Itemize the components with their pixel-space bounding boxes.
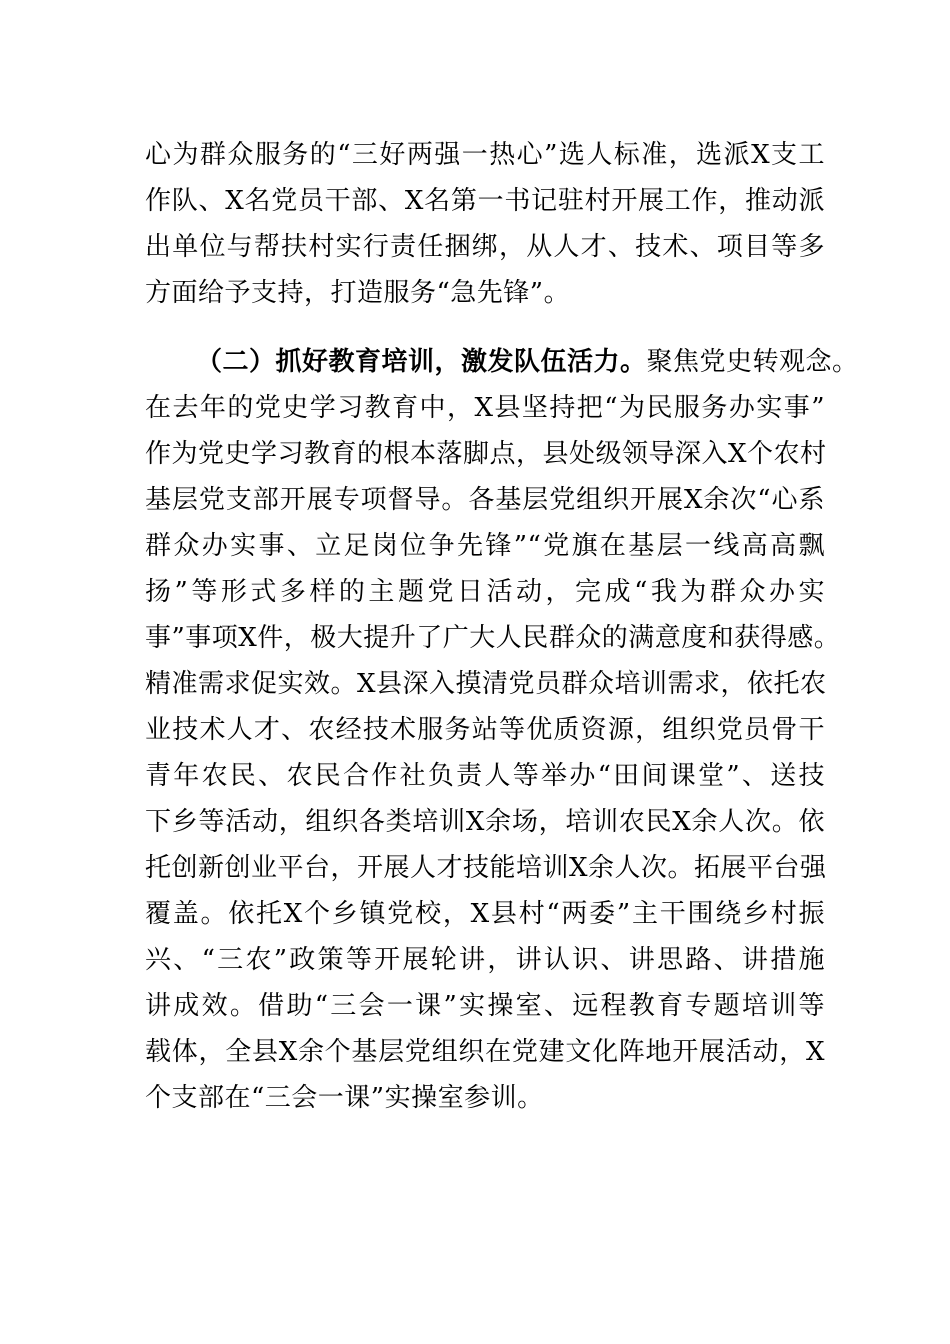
paragraph-2-line-16: 载体，全县X余个基层党组织在党建文化阵地开展活动，X <box>145 1037 825 1067</box>
paragraph-2-line-8: 精准需求促实效。X县深入摸清党员群众培训需求，依托农 <box>145 669 827 699</box>
paragraph-2-line-17: 个支部在“三会一课”实操室参训。 <box>145 1083 544 1113</box>
paragraph-2-line-2: 在去年的党史学习教育中，X县坚持把“为民服务办实事” <box>145 393 825 423</box>
paragraph-1-line-1: 心为群众服务的“三好两强一热心”选人标准，选派X支工 <box>145 140 825 170</box>
paragraph-2-line-3: 作为党史学习教育的根本落脚点，县处级领导深入X个农村 <box>145 439 827 469</box>
paragraph-2-line-4: 基层党支部开展专项督导。各基层党组织开展X余次“心系 <box>145 485 825 515</box>
paragraph-2-line-1 <box>196 347 859 377</box>
paragraph-2-line-10: 青年农民、农民合作社负责人等举办“田间课堂”、送技 <box>145 761 825 791</box>
section-heading: （二）抓好教育培训，激发队伍活力。 <box>196 347 647 377</box>
paragraph-1-line-4: 方面给予支持，打造服务“急先锋”。 <box>145 278 571 308</box>
paragraph-2-line-14: 兴、“三农”政策等开展轮讲，讲认识、讲思路、讲措施 <box>145 945 825 975</box>
paragraph-2-line-11: 下乡等活动，组织各类培训X余场，培训农民X余人次。依 <box>145 807 825 837</box>
paragraph-2-line-9: 业技术人才、农经技术服务站等优质资源，组织党员骨干 <box>145 715 825 745</box>
paragraph-2-line-1-rest: 聚焦党史转观念。 <box>646 347 859 377</box>
paragraph-2-line-15: 讲成效。借助“三会一课”实操室、远程教育专题培训等 <box>145 991 825 1021</box>
paragraph-1-line-2: 作队、X名党员干部、X名第一书记驻村开展工作，推动派 <box>145 186 825 216</box>
paragraph-2-line-12: 托创新创业平台，开展人才技能培训X余人次。拓展平台强 <box>145 853 827 883</box>
paragraph-2-line-7: 事”事项X件，极大提升了广大人民群众的满意度和获得感。 <box>145 623 841 653</box>
paragraph-2-line-6: 扬”等形式多样的主题党日活动，完成“我为群众办实 <box>145 577 825 607</box>
paragraph-2-line-5: 群众办实事、立足岗位争先锋”“党旗在基层一线高高飘 <box>145 531 825 561</box>
paragraph-1-line-3: 出单位与帮扶村实行责任捆绑，从人才、技术、项目等多 <box>145 232 825 262</box>
paragraph-2-line-13: 覆盖。依托X个乡镇党校，X县村“两委”主干围绕乡村振 <box>145 899 825 929</box>
